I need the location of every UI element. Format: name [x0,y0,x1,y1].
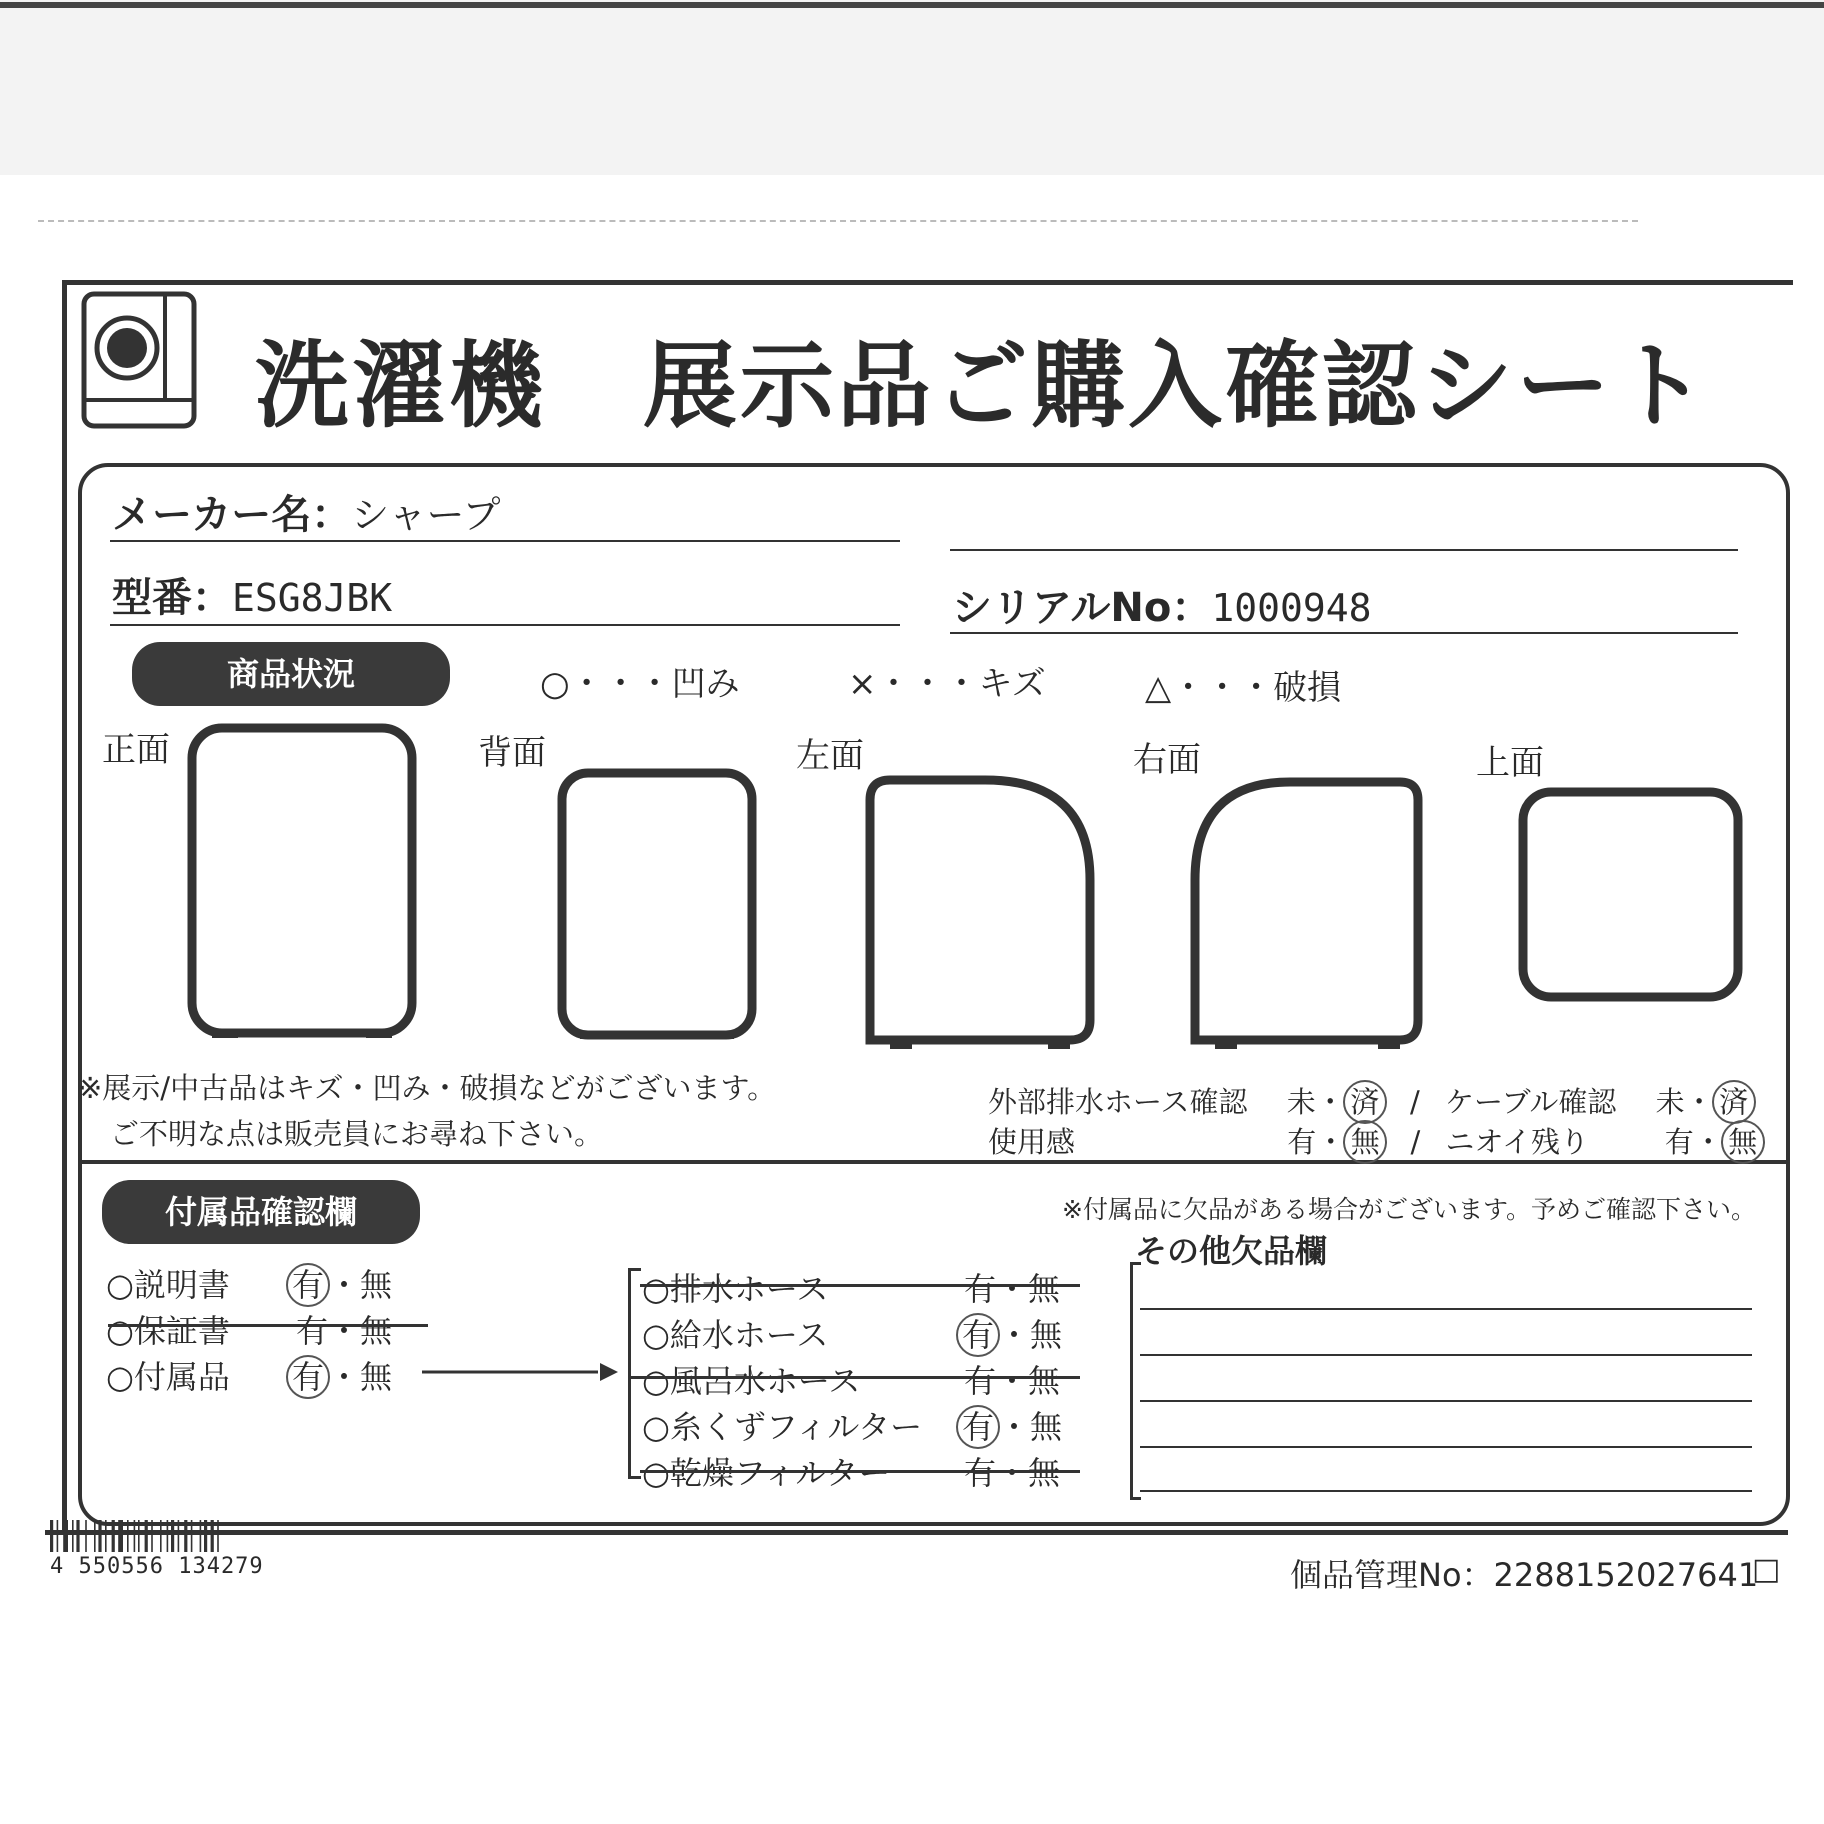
barcode-bar [138,1520,140,1552]
acc-separator: ・ [996,1270,1029,1308]
acc-option: 無 [360,1266,393,1304]
barcode-bar [211,1520,214,1552]
dry-filter-strikethrough [640,1470,1080,1473]
selected-option: 有 [286,1355,330,1399]
check-label: 外部排水ホース確認 [988,1085,1248,1119]
check-separator: ・ [1693,1125,1723,1159]
face-label-right: 右面 [1133,740,1201,780]
acc-warranty [106,1306,392,1352]
selected-option: 済 [1343,1080,1387,1124]
condition-heading: 商品状況 [132,642,450,706]
selected-option: 有 [286,1263,330,1307]
barcode-bar [76,1520,79,1552]
check-separator: ・ [1315,1085,1345,1119]
perforation-line [38,220,1638,222]
acc-label: ○保証書 [106,1312,230,1350]
acc-supply-hose [642,1310,1062,1357]
acc-separator: ・ [996,1362,1029,1400]
acc-label: ○風呂水ホース [642,1362,861,1400]
model-label: 型番： [112,575,232,621]
check-separator: ・ [1316,1125,1346,1159]
background-strip [0,0,1824,175]
write-line [1140,1308,1752,1310]
face-label-left: 左面 [796,736,864,776]
acc-lint-filter [642,1402,1062,1449]
maker-label: メーカー名： [112,492,352,538]
bath-hose-strikethrough [630,1376,1080,1379]
barcode-bar [63,1520,68,1552]
barcode-bar [178,1520,180,1552]
check-label: ケーブル確認 [1445,1085,1617,1119]
serial-underline [950,632,1738,634]
acc-option: 無 [1030,1316,1063,1354]
acc-label: ○乾燥フィルター [642,1454,891,1492]
barcode-bar [72,1520,74,1552]
washing-machine-icon [80,290,205,435]
barcode-bar [167,1520,169,1552]
warranty-strikethrough [108,1324,428,1327]
check-option: 有 [1287,1125,1317,1159]
barcode-bar [191,1520,193,1552]
check-usage [988,1120,1763,1164]
barcode-bar [204,1520,207,1552]
note-line-2: ご不明な点は販売員にお尋ね下さい。 [110,1117,604,1151]
item-management-number: 個品管理No：2288152027641 [1290,1556,1759,1594]
acc-option: 有 [964,1362,997,1400]
write-line [1140,1490,1752,1492]
barcode-bar [94,1520,96,1552]
barcode-bar [127,1520,129,1552]
outer-frame-bottom [45,1530,1788,1535]
face-label-top: 上面 [1476,743,1544,783]
serial-value: 1000948 [1211,586,1372,630]
selected-option: 済 [1712,1080,1756,1124]
acc-option: 無 [1028,1454,1061,1492]
barcode-bar [200,1520,202,1552]
check-slash: / [1410,1085,1420,1119]
arrow-icon [420,1357,620,1387]
check-option: 有 [1664,1125,1694,1159]
sheet-title: 洗濯機 展示品ご購入確認シート [255,332,1711,441]
acc-separator: ・ [328,1358,361,1396]
accessories-heading: 付属品確認欄 [102,1180,420,1244]
check-drain-hose [988,1080,1754,1124]
selected-option: 無 [1343,1120,1387,1164]
serial-field [952,576,1372,633]
barcode-bar [57,1520,59,1552]
legend-scratch: ×・・・キズ [848,664,1046,704]
barcode-bar [50,1520,53,1552]
legend-dent: ○・・・凹み [540,664,740,704]
maker-field [112,483,501,540]
acc-accessories [106,1352,392,1399]
selected-option: 有 [956,1405,1000,1449]
check-option: 未 [1286,1085,1316,1119]
maker-value: シャープ [351,493,501,537]
face-label-back: 背面 [478,733,546,773]
model-field [112,566,392,623]
drain-hose-strikethrough [640,1284,1080,1287]
acc-option: 無 [360,1358,393,1396]
acc-option: 無 [360,1312,393,1350]
other-missing-heading: その他欠品欄 [1135,1232,1328,1270]
barcode-bar [112,1520,115,1552]
write-line [1140,1400,1752,1402]
acc-label: ○排水ホース [642,1270,829,1308]
acc-label: ○糸くずフィルター [642,1408,923,1446]
barcode-bar [145,1520,148,1552]
acc-separator: ・ [328,1266,361,1304]
check-slash: / [1410,1125,1421,1159]
acc-bath-hose [642,1356,1060,1402]
acc-label: ○説明書 [106,1266,230,1304]
model-underline [110,624,900,626]
acc-label: ○給水ホース [642,1316,829,1354]
acc-separator: ・ [996,1454,1029,1492]
selected-option: 有 [956,1313,1000,1357]
serial-label: シリアルNo： [952,585,1212,631]
barcode-bar [105,1520,107,1552]
acc-option: 無 [1030,1408,1063,1446]
maker-underline [110,540,900,542]
items-bracket [628,1268,641,1479]
acc-separator: ・ [328,1312,361,1350]
barcode-bar [134,1520,136,1552]
legend-damage: △・・・破損 [1145,668,1342,708]
acc-option: 無 [1028,1362,1061,1400]
accessories-notice: ※付属品に欠品がある場合がございます。予めご確認下さい。 [1062,1195,1756,1224]
acc-option: 有 [296,1312,329,1350]
write-line [1140,1446,1752,1448]
other-missing-bracket [1130,1262,1141,1500]
check-separator: ・ [1684,1085,1714,1119]
acc-label: ○付属品 [106,1358,230,1396]
check-label: ニオイ残り [1445,1125,1590,1159]
barcode-bar [118,1520,123,1552]
acc-manual [106,1260,392,1307]
barcode-bar [171,1520,174,1552]
blank-underline [950,549,1738,551]
selected-option: 無 [1721,1120,1765,1164]
barcode-bar [151,1520,153,1552]
barcode-bar [98,1520,101,1552]
barcode-bar [160,1520,162,1552]
face-label-front: 正面 [102,730,170,770]
barcode-bar [184,1520,187,1552]
acc-drain-hose [642,1264,1060,1310]
model-value: ESG8JBK [232,576,393,620]
barcode-bar [217,1520,219,1552]
acc-option: 無 [1028,1270,1061,1308]
check-label: 使用感 [988,1125,1076,1159]
acc-separator: ・ [998,1316,1031,1354]
checkbox-square: □ [1752,1552,1781,1587]
barcode-bar [85,1520,87,1552]
barcode-number: 4 550556 134279 [50,1554,264,1579]
write-line [1140,1354,1752,1356]
acc-separator: ・ [998,1408,1031,1446]
acc-option: 有 [964,1270,997,1308]
top-edge-line [0,2,1824,8]
note-line-1: ※展示/中古品はキズ・凹み・破損などがございます。 [78,1071,777,1105]
acc-option: 有 [964,1454,997,1492]
check-option: 未 [1655,1085,1685,1119]
